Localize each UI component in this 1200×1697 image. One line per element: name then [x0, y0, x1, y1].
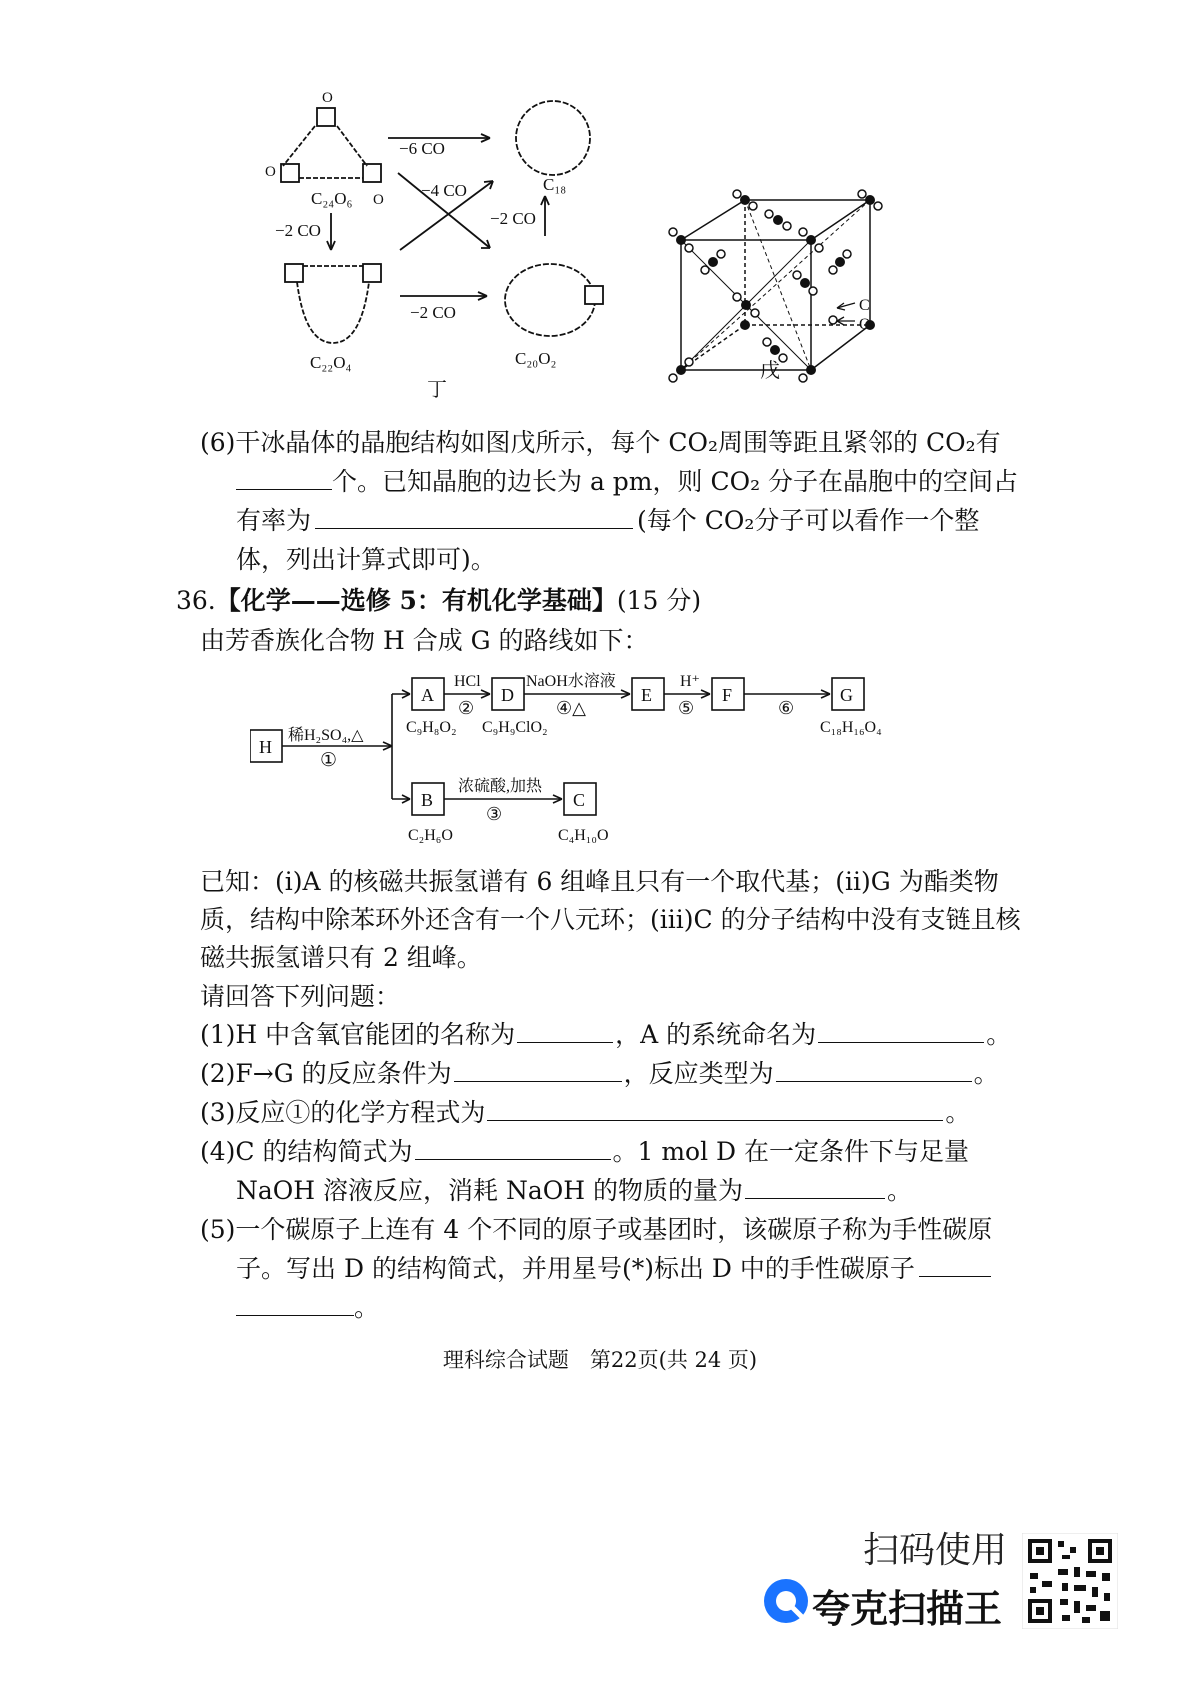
wu-c-label: C — [859, 297, 870, 314]
page-footer: 理科综合试题 第22页(共 24 页) — [442, 1348, 758, 1372]
svg-text:B: B — [421, 790, 434, 810]
r6-num: ⑥ — [778, 698, 795, 718]
quark-logo-icon — [762, 1577, 810, 1625]
svg-text:D: D — [501, 685, 514, 705]
q36-part2: (2)F→G 的反应条件为 ，反应类型为 。 — [200, 1059, 999, 1088]
q36-part3: (3)反应①的化学方程式为 。 — [200, 1098, 971, 1127]
svg-text:F: F — [722, 685, 733, 705]
r4-reagent: NaOH水溶液 — [526, 673, 616, 690]
figure-wu — [665, 180, 905, 400]
part5-blank-a[interactable] — [919, 1254, 991, 1277]
q36-part4-line2: NaOH 溶液反应，消耗 NaOH 的物质的量为 。 — [236, 1176, 913, 1205]
qr-code-icon[interactable] — [1022, 1533, 1118, 1629]
q36-known-line1: 已知：(i)A 的核磁共振氢谱有 6 组峰且只有一个取代基；(ii)G 为酯类物 — [200, 867, 999, 896]
q6-answer-blank-ratio[interactable] — [315, 506, 633, 529]
part1-blank-systematic-name[interactable] — [818, 1020, 984, 1043]
minus4co-label: −4 CO — [421, 181, 467, 200]
minus2co-label-b: −2 CO — [490, 209, 536, 228]
part3-blank-equation[interactable] — [487, 1098, 943, 1121]
d-formula: C₉H₉ClO₂ — [482, 719, 548, 736]
scanner-brand-name: 夸克扫描王 — [812, 1587, 1003, 1631]
svg-text:E: E — [641, 685, 652, 705]
minus2co-label-c: −2 CO — [410, 303, 456, 322]
part4-blank-structure[interactable] — [415, 1137, 611, 1160]
q36-known-line2: 质，结构中除苯环外还含有一个八元环；(iii)C 的分子结构中没有支链且核 — [200, 905, 1021, 934]
cyclobutenedione-right — [363, 164, 381, 182]
q6-line3: 有率为 (每个 CO₂分子可以看作一个整 — [236, 506, 980, 535]
svg-text:C: C — [573, 790, 586, 810]
q6-line1: (6)干冰晶体的晶胞结构如图戊所示，每个 CO₂周围等距且紧邻的 CO₂有 — [200, 428, 1001, 457]
svg-text:O: O — [265, 164, 276, 180]
q36-part4-line1: (4)C 的结构简式为 。1 mol D 在一定条件下与足量 — [200, 1137, 970, 1166]
part2-blank-condition[interactable] — [454, 1059, 622, 1082]
r4-num: ④△ — [556, 698, 586, 718]
a-formula: C₉H₈O₂ — [406, 719, 457, 736]
r3-num: ③ — [486, 804, 503, 824]
svg-text:O: O — [373, 192, 384, 208]
r3-reagent: 浓硫酸,加热 — [458, 778, 543, 795]
r5-num: ⑤ — [678, 698, 695, 718]
minus2co-label-a: −2 CO — [275, 221, 321, 240]
q6-line4: 体，列出计算式即可)。 — [236, 545, 496, 574]
q36-part1: (1)H 中含氧官能团的名称为 ，A 的系统命名为 。 — [200, 1020, 1012, 1049]
c22o4-label: C₂₂O₄ — [310, 353, 352, 372]
c20o2-label: C₂₀O₂ — [515, 349, 557, 368]
wu-o-label: O — [859, 316, 871, 333]
part2-blank-reaction-type[interactable] — [776, 1059, 972, 1082]
r2-reagent: HCl — [454, 673, 481, 690]
q36-heading: 36.【化学——选修 5：有机化学基础】(15 分) — [176, 586, 702, 615]
r5-reagent: H⁺ — [680, 673, 700, 690]
figure-wu-caption: 戊 — [760, 360, 780, 382]
svg-text:A: A — [421, 685, 434, 705]
q36-ask: 请回答下列问题： — [200, 982, 401, 1011]
o-label: O — [322, 90, 333, 106]
q6-answer-blank-count[interactable] — [236, 467, 332, 490]
q6-line2: 个。已知晶胞的边长为 a pm，则 CO₂ 分子在晶胞中的空间占 — [236, 465, 1018, 499]
c24o6-label: C₂₄O₆ — [311, 189, 353, 208]
q36-part5-line2: 子。写出 D 的结构简式，并用星号(*)标出 D 中的手性碳原子 — [236, 1252, 991, 1286]
scan-slogan: 扫码使用 — [863, 1530, 1008, 1571]
q36-intro: 由芳香族化合物 H 合成 G 的路线如下： — [200, 626, 649, 655]
figure-ding — [255, 78, 655, 398]
svg-text:G: G — [840, 685, 853, 705]
r1-reagent: 稀H₂SO₄,△ — [288, 727, 364, 744]
cyclobutenedione-left — [281, 164, 299, 182]
svg-text:H: H — [259, 737, 272, 757]
minus6co-label: −6 CO — [399, 139, 445, 158]
part4-blank-naoh-amount[interactable] — [745, 1176, 885, 1199]
c18-label: C₁₈ — [543, 175, 567, 194]
synthesis-route — [250, 664, 970, 854]
q36-part5-line1: (5)一个碳原子上连有 4 个不同的原子或基团时，该碳原子称为手性碳原 — [200, 1215, 993, 1244]
r1-num: ① — [320, 750, 338, 771]
c-formula: C₄H₁₀O — [558, 827, 609, 844]
q36-known-line3: 磁共振氢谱只有 2 组峰。 — [200, 943, 482, 972]
r2-num: ② — [458, 698, 475, 718]
g-formula: C₁₈H₁₆O₄ — [820, 719, 882, 736]
q36-part5-line3: 。 — [236, 1291, 379, 1325]
cyclobutenedione-top — [317, 108, 335, 126]
b-formula: C₂H₆O — [408, 827, 453, 844]
part5-blank-b[interactable] — [236, 1293, 354, 1316]
part1-blank-functional-group[interactable] — [517, 1020, 613, 1043]
figure-ding-caption: 丁 — [427, 379, 447, 398]
